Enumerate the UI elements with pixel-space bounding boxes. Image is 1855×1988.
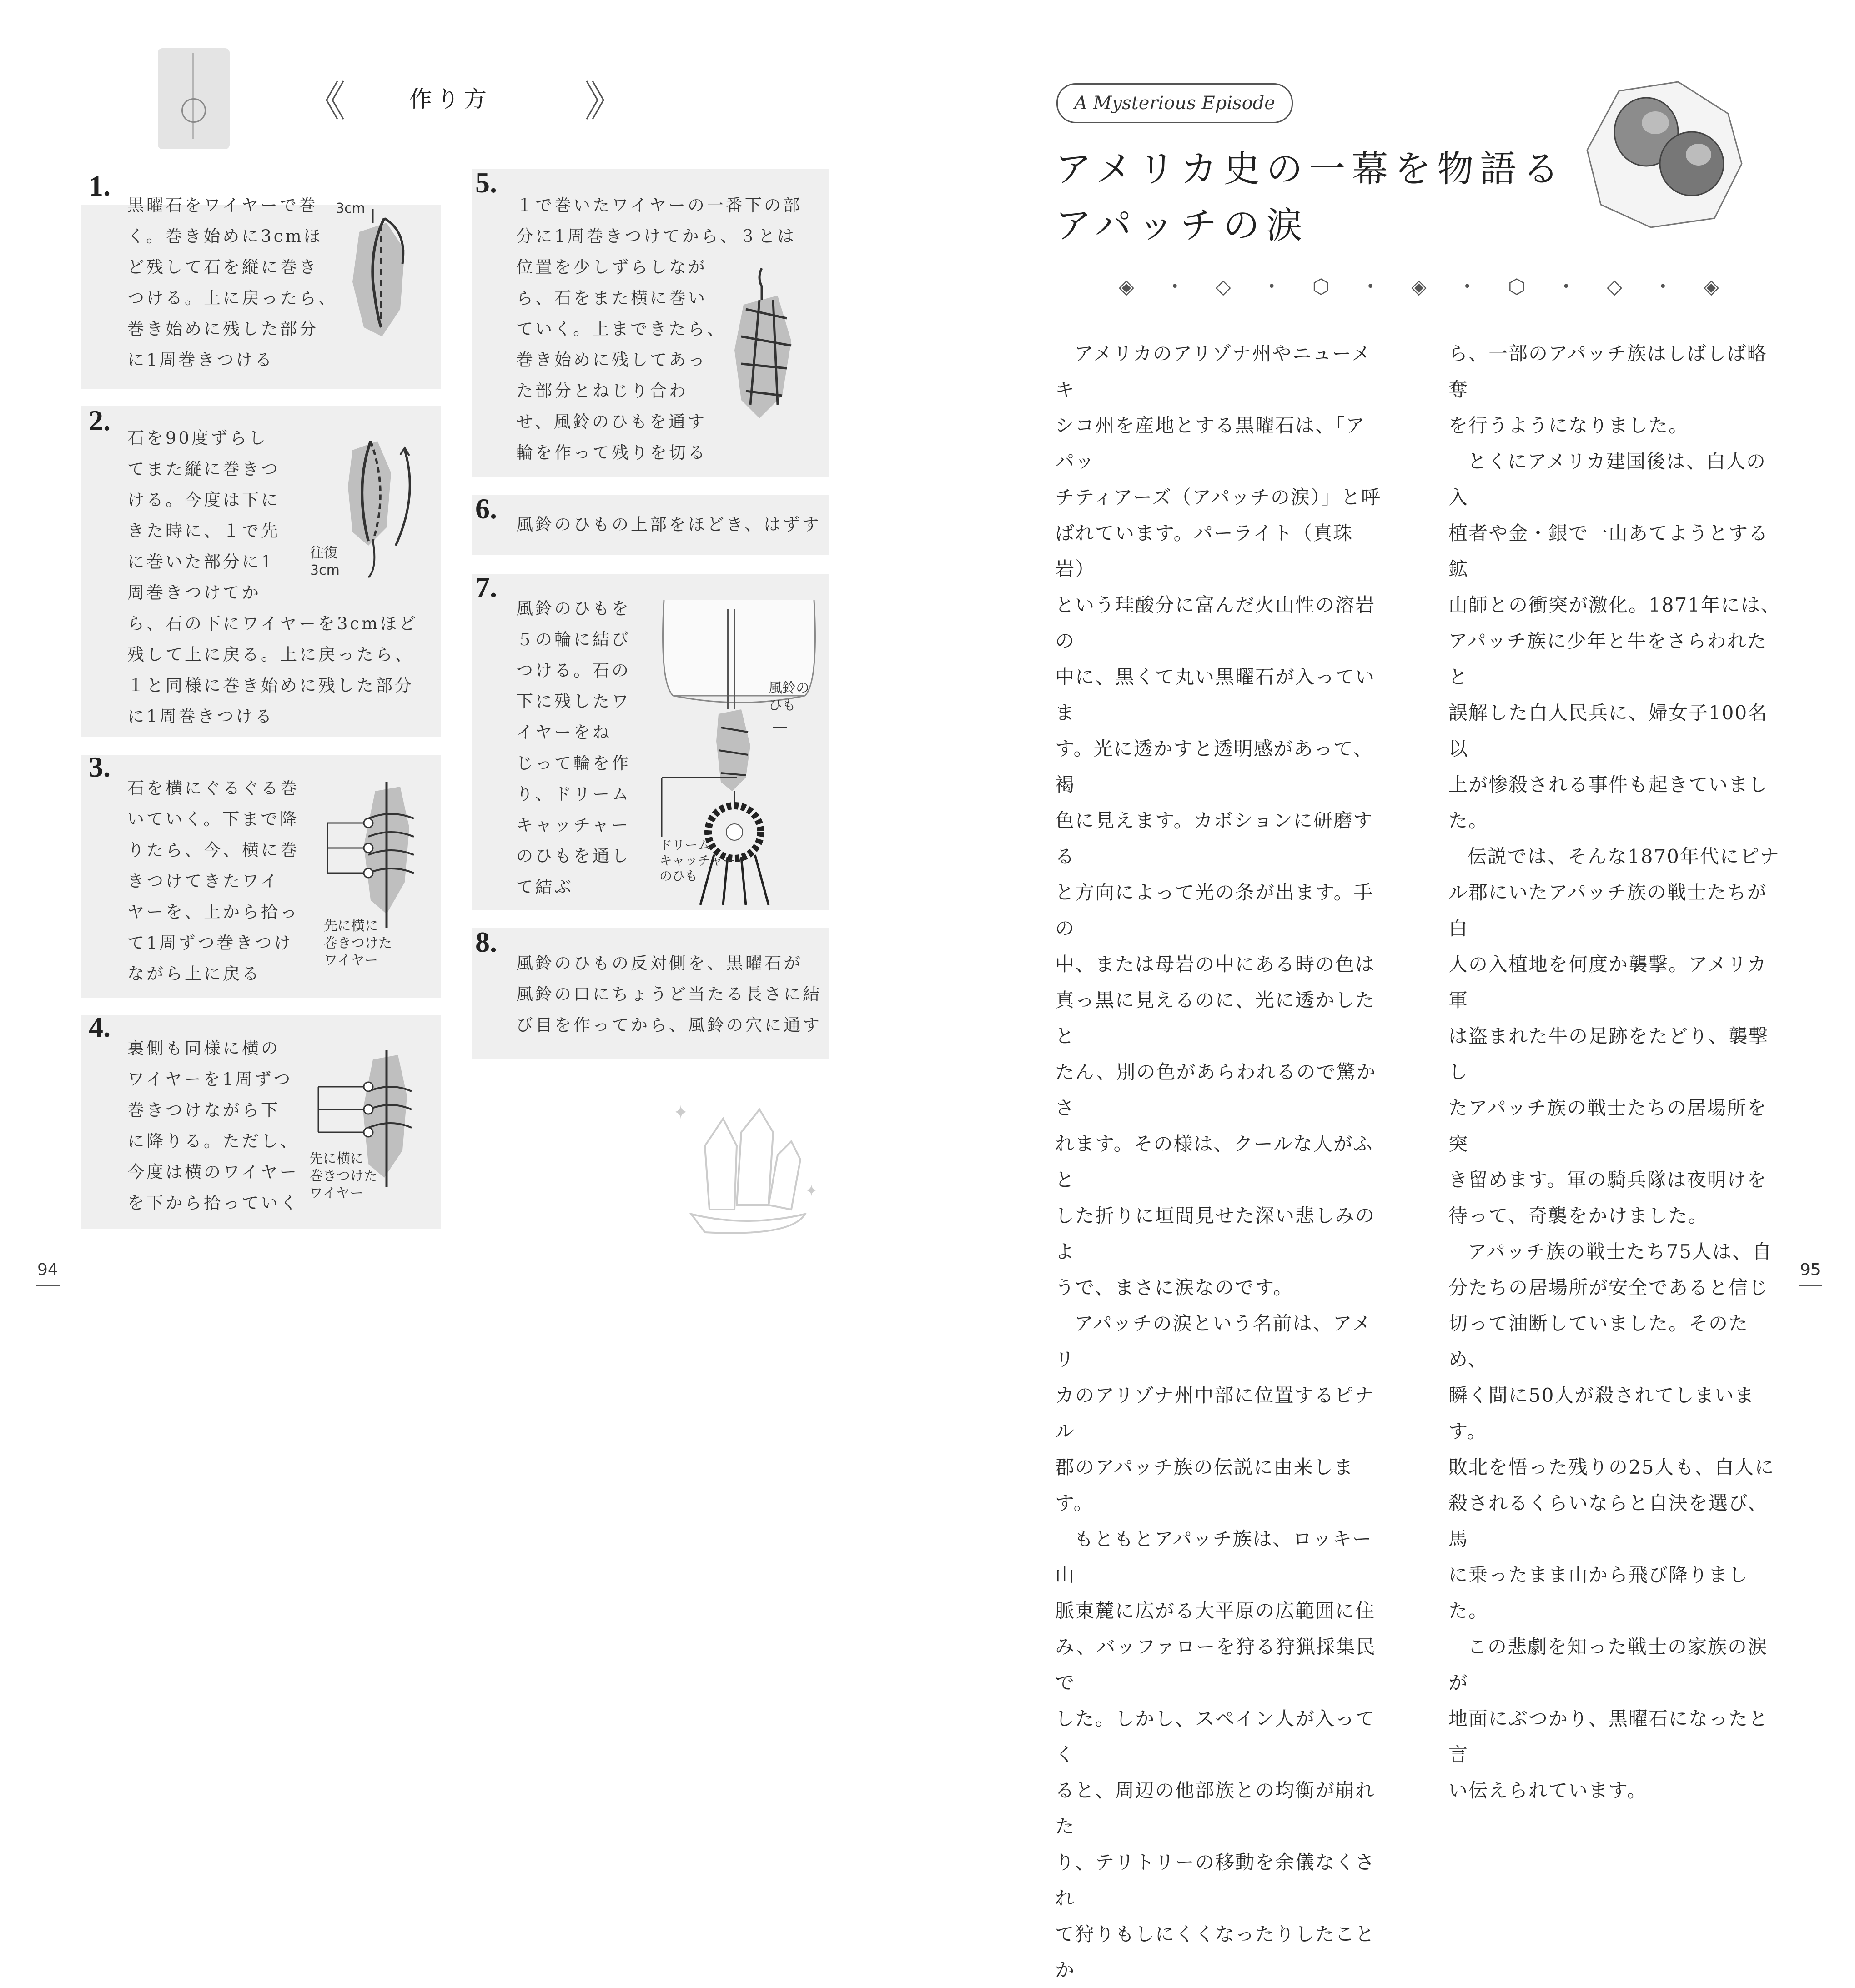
crystal-icon: ◇: [1215, 275, 1231, 298]
svg-text:✦: ✦: [673, 1102, 689, 1123]
dreamcatcher-thumbnail-icon: [158, 48, 230, 149]
divider-dot: •: [1659, 278, 1667, 295]
crystal-cluster-icon: [655, 1091, 837, 1241]
divider-dot: •: [1267, 278, 1276, 295]
divider-dot: •: [1366, 278, 1375, 295]
step-8-text: 風鈴のひもの反対側を、黒曜石が 風鈴の口にちょうど当たる長さに結 び目を作ってから、風鈴の穴に通す: [516, 954, 822, 1035]
article-column-2: [1448, 336, 1785, 1808]
step-7-number: 7.: [475, 571, 497, 603]
step-4-number: 4.: [89, 1011, 111, 1043]
step-7-text: 風鈴のひもを ５の輪に結び つける。石の 下に残したワ イヤーをね じって輪を作 り、ドリーム キャッチャー のひもを通し て結ぶ: [516, 599, 631, 897]
step-6-text: 風鈴のひもの上部をほどき、はずす: [516, 515, 821, 534]
page-number-right: 95: [1800, 1260, 1821, 1279]
step-2-label: 往復 3cm: [310, 545, 340, 578]
paragraph: この悲劇を知った戦士の家族の涙が 地面にぶつかり、黒曜石になったと言 い伝えられています。: [1448, 1636, 1769, 1802]
divider-dot: •: [1463, 278, 1472, 295]
crystal-divider: [1119, 273, 1719, 300]
howto-title: 作り方: [409, 86, 491, 112]
crystal-icon: ◈: [1411, 275, 1427, 298]
crystal-icon: ⬡: [1312, 275, 1330, 298]
step-7-label-string: 風鈴の ひも: [769, 680, 809, 713]
step-8-number: 8.: [475, 926, 497, 958]
episode-badge: A Mysterious Episode: [1056, 83, 1293, 123]
divider-dot: •: [1562, 278, 1570, 295]
article-title: アメリカ史の一幕を物語る アパッチの涙: [1055, 148, 1566, 246]
crystal-icon: ⬡: [1508, 275, 1526, 298]
step-2-text: 石を90度ずらし てまた縦に巻きつ ける。今度は下に きた時に、１で先 に巻いた部分に1 周巻きつけてか ら、石の下にワイヤーを3cmほど 残して上に戻る。上に戻ったら、 １と同様に巻き始めに残した部分 に1周巻きつける: [127, 428, 418, 726]
paragraph: とくにアメリカ建国後は、白人の入 植者や金・銀で一山あてようとする鉱 山師との衝突が激化。1871年には、 アパッチ族に少年と牛をさらわれたと 誤解した白人民兵に、婦女子100名以 上が惨殺される事件も起きていました。: [1448, 450, 1781, 832]
header-bracket-right: 》: [584, 77, 627, 126]
page-number-right-underline: [1799, 1285, 1822, 1286]
crystal-icon: ◈: [1119, 275, 1134, 298]
crystal-icon: ◈: [1704, 275, 1719, 298]
step-3-illustration: [318, 764, 437, 937]
paragraph: アパッチ族の戦士たち75人は、自 分たちの居場所が安全であると信じ 切って油断していました。そのため、 瞬く間に50人が殺されてしまいます。 敗北を悟った残りの25人も、白人に 殺されるくらいならと自決を選び、馬 に乗ったまま山から飛び降りました。: [1448, 1240, 1775, 1622]
step-1-text: 黒曜石をワイヤーで巻 く。巻き始めに3cmほ ど残して石を縦に巻き つける。上に戻ったら、 巻き始めに残した部分 に1周巻きつける: [127, 196, 337, 370]
step-7-label-dreamcatcher: ドリーム キャッチャー のひも: [659, 838, 736, 884]
paragraph: アパッチの涙という名前は、アメリ カのアリゾナ州中部に位置するピナル 郡のアパッチ族の伝説に由来します。: [1055, 1312, 1375, 1514]
page-number-left: 94: [37, 1260, 58, 1279]
crystal-icon: ◇: [1607, 275, 1623, 298]
svg-text:✦: ✦: [805, 1182, 818, 1200]
step-1-number: 1.: [89, 170, 111, 202]
article-column-1: [1055, 336, 1382, 1988]
step-2-number: 2.: [89, 404, 111, 437]
step-5-text: １で巻いたワイヤーの一番下の部 分に1周巻きつけてから、３とは 位置を少しずらしなが ら、石をまた横に巻い ていく。上まできたら、 巻き始めに残してあっ た部分とねじり合わ せ、風鈴のひもを通す 輪を作って残りを切る: [516, 196, 802, 462]
divider-dot: •: [1171, 278, 1179, 295]
step-4-text: 裏側も同様に横の ワイヤーを1周ずつ 巻きつけながら下 に降りる。ただし、 今度は横のワイヤー を下から拾っていく: [127, 1039, 299, 1213]
step-6-number: 6.: [475, 492, 497, 525]
step-1-label: 3cm: [336, 201, 365, 216]
apache-tears-stone-icon: [1578, 73, 1751, 236]
step-4-label: 先に横に 巻きつけた ワイヤー: [309, 1151, 377, 1201]
step-5-number: 5.: [475, 166, 497, 199]
step-2-illustration: [327, 423, 437, 587]
step-3-number: 3.: [89, 751, 111, 783]
page-number-left-underline: [36, 1285, 60, 1286]
paragraph: もともとアパッチ族は、ロッキー山 脈東麓に広がる大平原の広範囲に住 み、バッファローを狩る狩猟採集民で した。しかし、スペイン人が入ってく ると、周辺の他部族との均衡が崩れた り、テリトリーの移動を余儀なくされ て狩りもしにくくなったりしたことか: [1055, 1528, 1376, 1981]
step-5-illustration: [719, 259, 809, 441]
step-3-label: 先に横に 巻きつけた ワイヤー: [324, 918, 392, 969]
paragraph: アメリカのアリゾナ州やニューメキ シコ州を産地とする黒曜石は、「アパッ チティアーズ（アパッチの涙）」と呼 ばれています。パーライト（真珠岩） という珪酸分に富んだ火山性の溶岩の 中に、黒くて丸い黒曜石が入っていま す。光に透かすと透明感があって、褐 色に見えます。カボションに研磨する と方向によって光の条が出ます。手の 中、または母岩の中にある時の色は 真っ黒に見えるのに、光に透かしたと たん、別の色があらわれるので驚かさ れます。その様は、クールな人がふと した折りに垣間見せた深い悲しみのよ うで、まさに涙なのです。: [1055, 342, 1381, 1299]
header-bracket-left: 《: [304, 77, 346, 126]
paragraph: ら、一部のアパッチ族はしばしば略奪 を行うようになりました。: [1448, 342, 1767, 437]
paragraph: 伝説では、そんな1870年代にピナ ル郡にいたアパッチ族の戦士たちが白 人の入植地を何度か襲撃。アメリカ軍 は盗まれた牛の足跡をたどり、襲撃し たアパッチ族の戦士たちの居場所を突 き留めます。軍の騎兵隊は夜明けを 待って、奇襲をかけました。: [1448, 845, 1780, 1227]
step-3-text: 石を横にぐるぐる巻 いていく。下まで降 りたら、今、横に巻 きつけてきたワイ ヤーを、上から拾っ て1周ずつ巻きつけ ながら上に戻る: [127, 778, 299, 984]
